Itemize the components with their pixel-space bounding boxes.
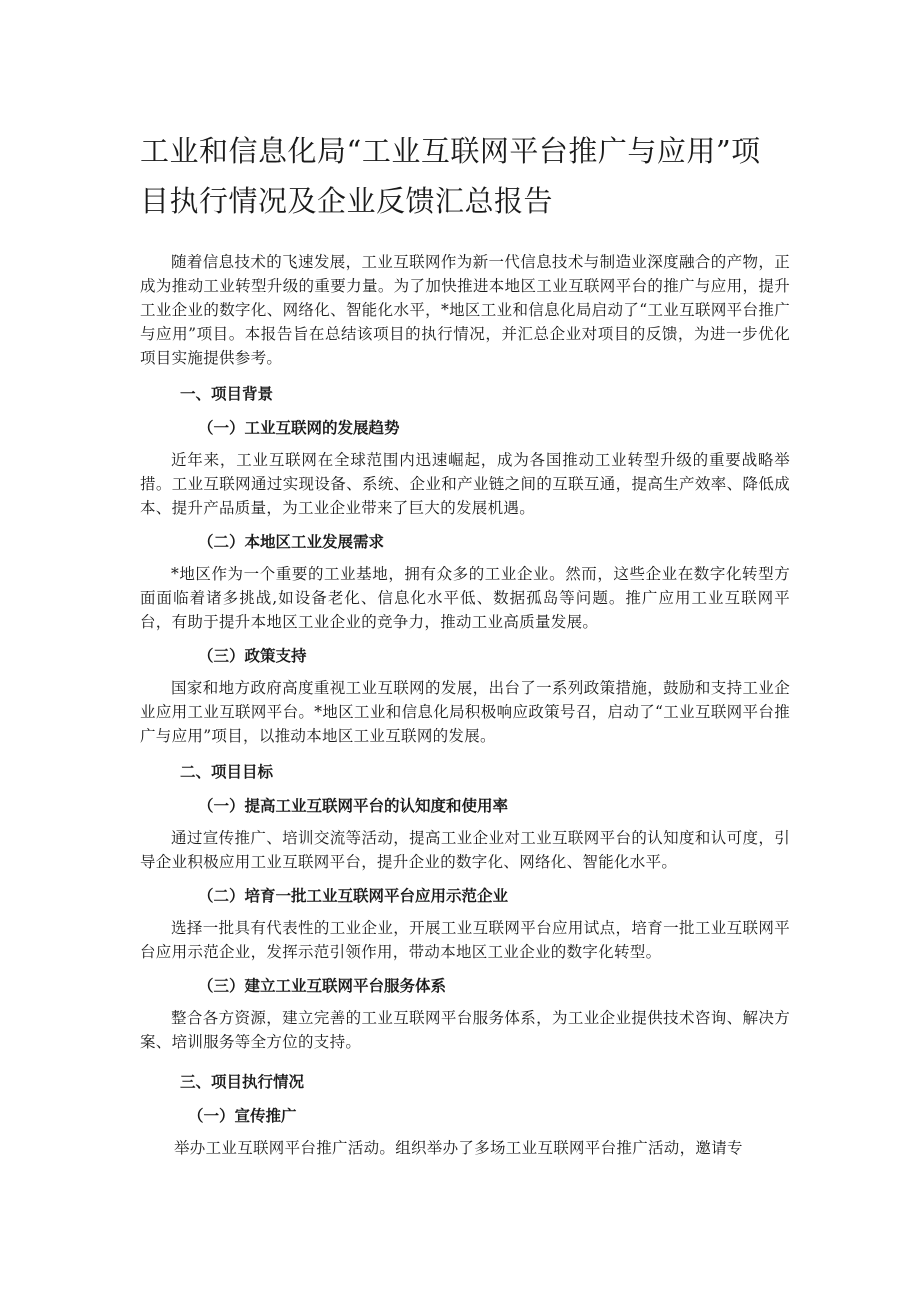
paragraph-demo-enterprises: 选择一批具有代表性的工业企业，开展工业互联网平台应用试点，培育一批工业互联网平台应用示范企业，发挥示范引领作用，带动本地区工业企业的数字化转型。: [140, 919, 790, 961]
report-title: [140, 126, 790, 226]
document-page: [140, 126, 790, 1160]
paragraph-promotion: 举办工业互联网平台推广活动。组织举办了多场工业互联网平台推广活动，邀请专: [174, 1139, 743, 1157]
subsection-heading-policy: （三）政策支持: [198, 647, 307, 665]
subsection-heading-local-demand: （二）本地区工业发展需求: [198, 533, 385, 551]
paragraph-local-demand: *地区作为一个重要的工业基地，拥有众多的工业企业。然而，这些企业在数字化转型方面面临着诸多挑战,如设备老化、信息化水平低、数据孤岛等问题。推广应用工业互联网平台，有助于提升本地区工业企业的竞争力，推动工业高质量发展。: [140, 565, 790, 631]
paragraph-policy: 国家和地方政府高度重视工业互联网的发展，出台了一系列政策措施，鼓励和支持工业企业应用工业互联网平台。*地区工业和信息化局积极响应政策号召，启动了“工业互联网平台推广与应用”项目，以推动本地区工业互联网的发展。: [140, 679, 790, 745]
subsection-heading-service-system: （三）建立工业互联网平台服务体系: [198, 977, 447, 995]
report-title-line2: 目执行情况及企业反馈汇总报告: [140, 184, 554, 218]
paragraph-awareness: 通过宣传推广、培训交流等活动，提高工业企业对工业互联网平台的认知度和认可度，引导企业积极应用工业互联网平台，提升企业的数字化、网络化、智能化水平。: [140, 829, 790, 871]
section-heading-execution: 三、项目执行情况: [180, 1073, 305, 1091]
intro-paragraph: 随着信息技术的飞速发展，工业互联网作为新一代信息技术与制造业深度融合的产物，正成为推动工业转型升级的重要力量。为了加快推进本地区工业互联网平台的推广与应用，提升工业企业的数字化、网络化、智能化水平，*地区工业和信息化局启动了“工业互联网平台推广与应用”项目。本报告旨在总结该项目的执行情况，并汇总企业对项目的反馈，为进一步优化项目实施提供参考。: [140, 253, 790, 367]
section-heading-goals: 二、项目目标: [180, 763, 274, 781]
subsection-heading-awareness: （一）提高工业互联网平台的认知度和使用率: [198, 797, 509, 815]
subsection-heading-promotion: （一）宣传推广: [188, 1107, 297, 1125]
subsection-heading-demo-enterprises: （二）培育一批工业互联网平台应用示范企业: [198, 887, 509, 905]
report-title-line1: 工业和信息化局“工业互联网平台推广与应用”项: [140, 134, 761, 168]
paragraph-trend: 近年来，工业互联网在全球范围内迅速崛起，成为各国推动工业转型升级的重要战略举措。工业互联网通过实现设备、系统、企业和产业链之间的互联互通，提高生产效率、降低成本、提升产品质量，为工业企业带来了巨大的发展机遇。: [140, 451, 790, 517]
subsection-heading-trend: （一）工业互联网的发展趋势: [198, 419, 400, 437]
paragraph-service-system: 整合各方资源，建立完善的工业互联网平台服务体系，为工业企业提供技术咨询、解决方案、培训服务等全方位的支持。: [140, 1009, 790, 1051]
section-heading-background: 一、项目背景: [180, 385, 274, 403]
